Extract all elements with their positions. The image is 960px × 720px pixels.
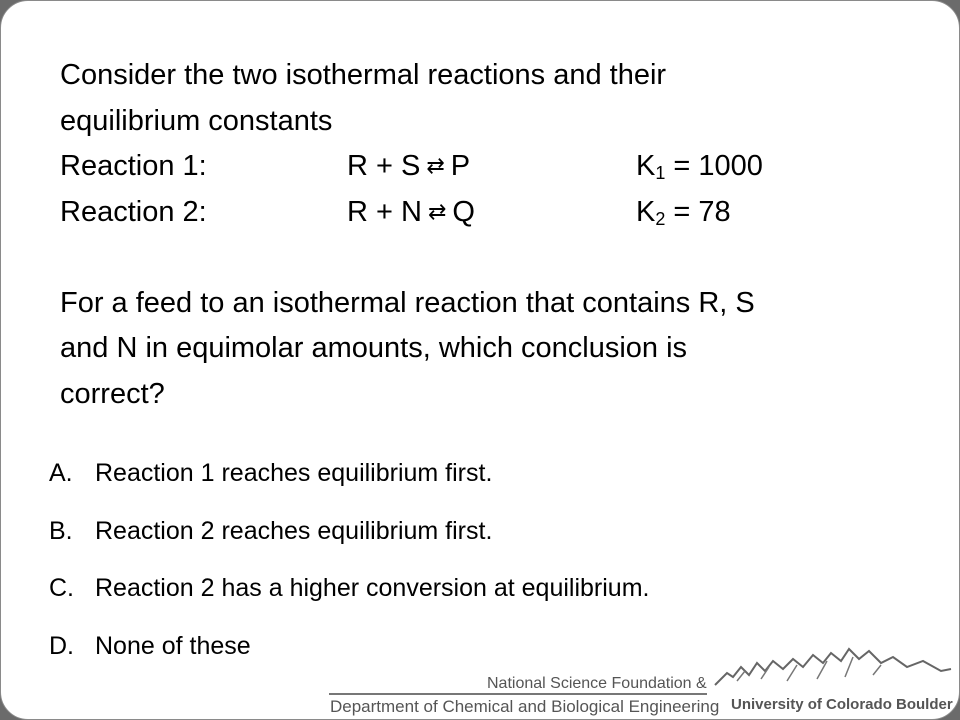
department-credit: Department of Chemical and Biological Engineering xyxy=(330,697,720,716)
reaction-2-constant xyxy=(636,190,731,239)
reaction-2-product: Q xyxy=(452,195,475,228)
nsf-credit: National Science Foundation & xyxy=(487,675,707,692)
option-b[interactable] xyxy=(49,503,649,561)
reaction-1-row xyxy=(60,144,920,190)
option-text: Reaction 1 reaches equilibrium first. xyxy=(95,459,493,488)
reaction-2-reactants: R + N xyxy=(347,195,422,228)
mountains-logo-icon xyxy=(713,641,953,691)
option-c[interactable] xyxy=(49,560,649,618)
k1-subscript: 1 xyxy=(655,163,666,183)
k2-subscript: 2 xyxy=(655,208,666,229)
reaction-1-equation xyxy=(347,144,470,191)
prompt-line-1: For a feed to an isothermal reaction that contains R, S xyxy=(60,286,755,319)
option-letter: A. xyxy=(49,459,73,488)
reaction-2-label: Reaction 2: xyxy=(60,195,207,228)
reaction-1-constant xyxy=(636,144,763,193)
option-letter: C. xyxy=(49,574,74,603)
option-letter: D. xyxy=(49,631,74,660)
question-line-2: equilibrium constants xyxy=(60,104,333,137)
option-letter: B. xyxy=(49,516,73,545)
prompt-line-3: correct? xyxy=(60,377,165,410)
k1-value: = 1000 xyxy=(673,150,763,182)
option-text: Reaction 2 reaches equilibrium first. xyxy=(95,516,493,545)
university-logo-text: University of Colorado Boulder xyxy=(731,696,953,713)
option-text: None of these xyxy=(95,631,251,660)
question-text xyxy=(60,53,920,417)
k1-symbol: K xyxy=(636,150,656,182)
reaction-1-reactants: R + S xyxy=(347,150,421,182)
footer-divider xyxy=(329,693,707,695)
equilibrium-arrow-icon: ⇄ xyxy=(427,198,447,224)
reaction-2-equation xyxy=(347,190,475,237)
option-text: Reaction 2 has a higher conversion at equilibrium. xyxy=(95,574,650,603)
reaction-1-product: P xyxy=(450,150,471,182)
reaction-1-label: Reaction 1: xyxy=(60,150,207,182)
k2-symbol: K xyxy=(636,195,656,228)
prompt-line-2: and N in equimolar amounts, which conclusion is xyxy=(60,332,688,364)
option-a[interactable] xyxy=(49,445,649,503)
footer xyxy=(1,641,959,719)
reaction-2-row xyxy=(60,190,920,236)
blank-line xyxy=(60,235,920,281)
equilibrium-arrow-icon: ⇄ xyxy=(426,153,445,178)
k2-value: = 78 xyxy=(673,195,731,228)
question-line-1: Consider the two isothermal reactions and their xyxy=(60,59,667,91)
